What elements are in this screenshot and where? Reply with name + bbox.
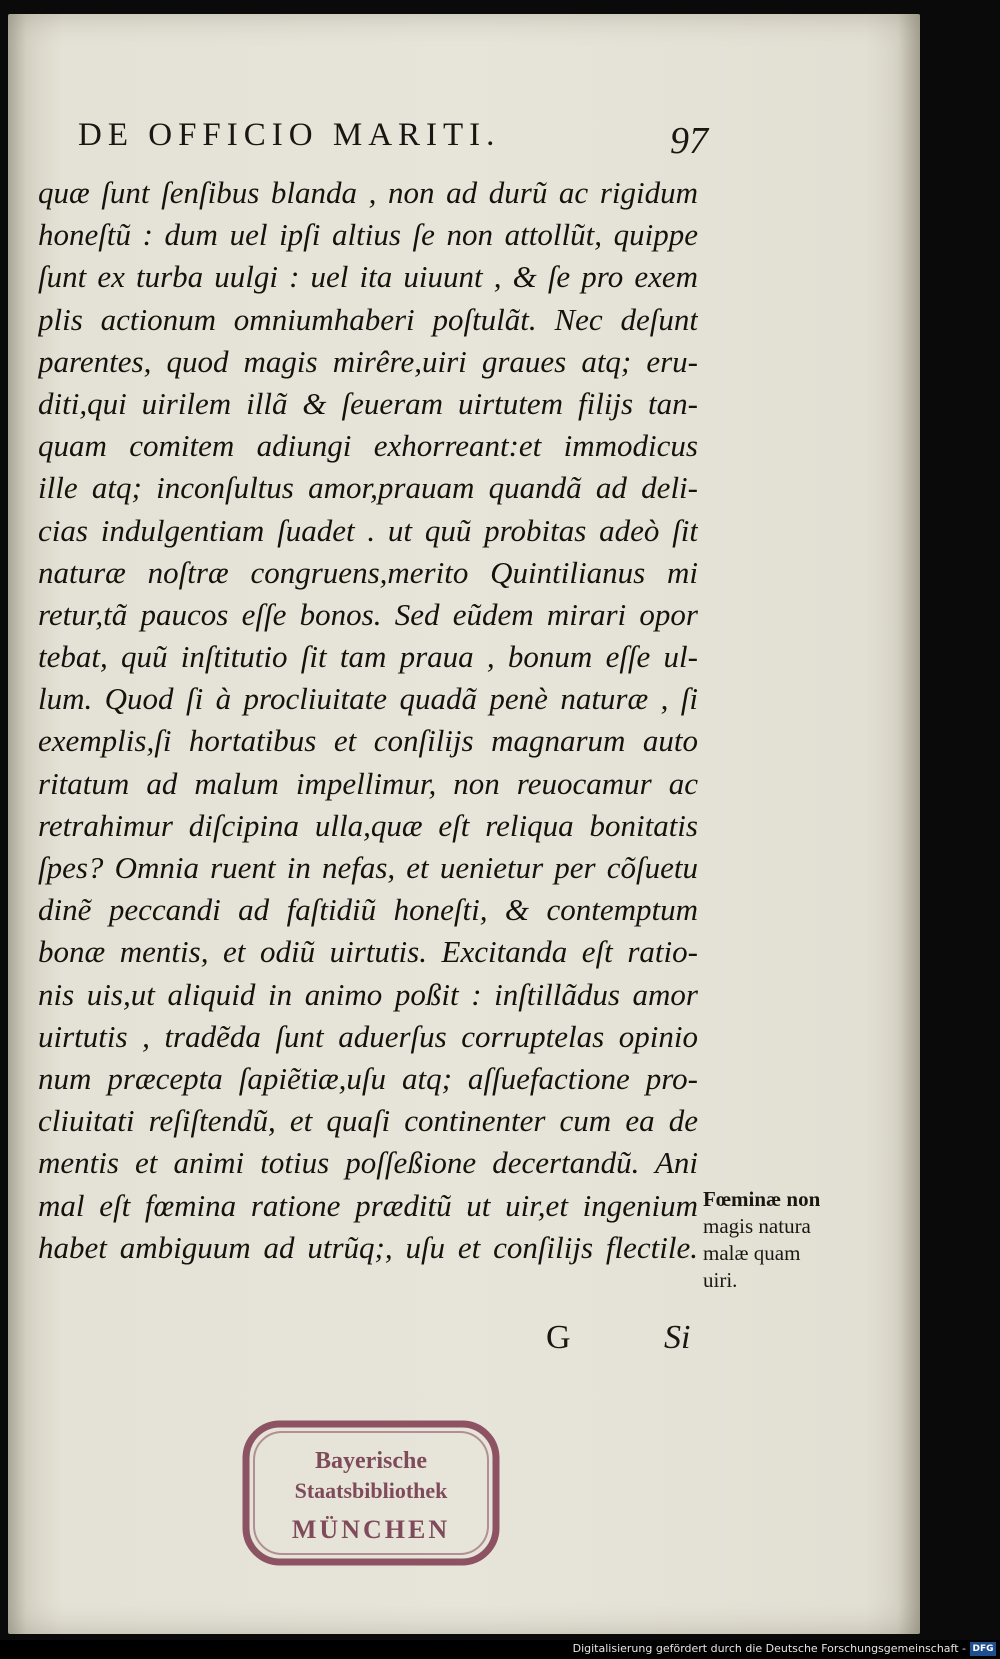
- text-line: nis uis,ut aliquid in animo poßit : inſtillãdus amor: [38, 976, 698, 1012]
- text-line: cliuitati reſiſtendũ, et quaſi continenter cum ea de: [38, 1103, 698, 1139]
- text-line: ſpes? Omnia ruent in nefas, et uenietur per cõſuetu: [38, 850, 698, 885]
- main-text-block: [38, 172, 698, 1269]
- marginal-note: [703, 1186, 863, 1294]
- text-line: habet ambiguum ad utrũq;, uſu et conſilijs flectile.: [38, 1229, 698, 1265]
- library-stamp: [240, 1418, 502, 1568]
- catchword: Si: [664, 1319, 691, 1356]
- signature-mark: G: [546, 1319, 571, 1356]
- footer-credit: Digitalisierung gefördert durch die Deutsche Forschungsgemeinschaft -: [572, 1642, 966, 1655]
- text-line: cias indulgentiam ſuadet . ut quũ probitas adeò ſit: [38, 512, 698, 548]
- text-line: ſunt ex turba uulgi : uel ita uiuunt , & ſe pro exem: [38, 259, 698, 295]
- text-line: plis actionum omniumhaberi poſtulãt. Nec deſunt: [38, 301, 698, 337]
- text-line: mal eſt fœmina ratione præditũ ut uir,et ingenium: [38, 1187, 698, 1223]
- stamp-line-2: Staatsbibliothek: [294, 1478, 448, 1503]
- footer-bar: [0, 1640, 1000, 1659]
- page-header: [78, 109, 708, 169]
- text-line: quæ ſunt ſenſibus blanda , non ad durũ ac rigidum: [38, 175, 698, 210]
- text-line: bonæ mentis, et odiũ uirtutis. Excitanda eſt ratio-: [38, 934, 698, 970]
- text-line: lum. Quod ſi à procliuitate quadã penè naturæ , ſi: [38, 681, 698, 717]
- text-line: diti,qui uirilem illã & ſeueram uirtutem filijs tan-: [38, 385, 698, 421]
- text-line: dinẽ peccandi ad faſtidiũ honeſti, & contemptum: [38, 892, 698, 928]
- text-line: parentes, quod magis mirêre,uiri graues atq; eru-: [38, 343, 698, 379]
- text-line: quam comitem adiungi exhorreant:et immodicus: [38, 428, 698, 464]
- book-page: [8, 14, 920, 1634]
- text-line: exemplis,ſi hortatibus et conſilijs magnarum auto: [38, 723, 698, 759]
- stamp-line-3: MÜNCHEN: [291, 1515, 451, 1544]
- page-edge-shadow: [898, 14, 920, 1634]
- text-line: honeſtũ : dum uel ipſi altius ſe non attollũt, quippe: [38, 217, 698, 253]
- text-line: uirtutis , tradẽda ſunt aduerſus corruptelas opinio: [38, 1018, 698, 1054]
- text-line: retrahimur diſcipina ulla,quæ eſt reliqua bonitatis: [38, 807, 698, 843]
- folio-number: 97: [670, 120, 708, 162]
- text-line: retur,tã paucos eſſe bonos. Sed eũdem mirari opor: [38, 596, 698, 632]
- marginal-note-line: magis natura: [703, 1214, 811, 1238]
- marginal-note-line: uiri.: [703, 1268, 738, 1292]
- text-line: mentis et animi totius poſſeßione decertandũ. Ani: [38, 1145, 698, 1181]
- text-line: tebat, quũ inſtitutio ſit tam praua , bonum eſſe ul-: [38, 639, 698, 675]
- dfg-logo-icon: DFG: [970, 1642, 996, 1656]
- text-line: ille atq; inconſultus amor,prauam quandã ad deli-: [38, 470, 698, 506]
- marginal-note-line: malæ quam: [703, 1241, 801, 1265]
- page-foot: [546, 1319, 706, 1369]
- stamp-line-1: Bayerische: [315, 1448, 427, 1474]
- text-line: ritatum ad malum impellimur, non reuocamur ac: [38, 765, 698, 801]
- text-line: naturæ noſtræ congruens,merito Quintilianus mi: [38, 554, 698, 590]
- running-head: DE OFFICIO MARITI.: [78, 117, 501, 153]
- marginal-note-line: Fœminæ non: [703, 1187, 821, 1211]
- text-line: num præcepta ſapiẽtiæ,uſu atq; aſſuefactione pro-: [38, 1060, 698, 1096]
